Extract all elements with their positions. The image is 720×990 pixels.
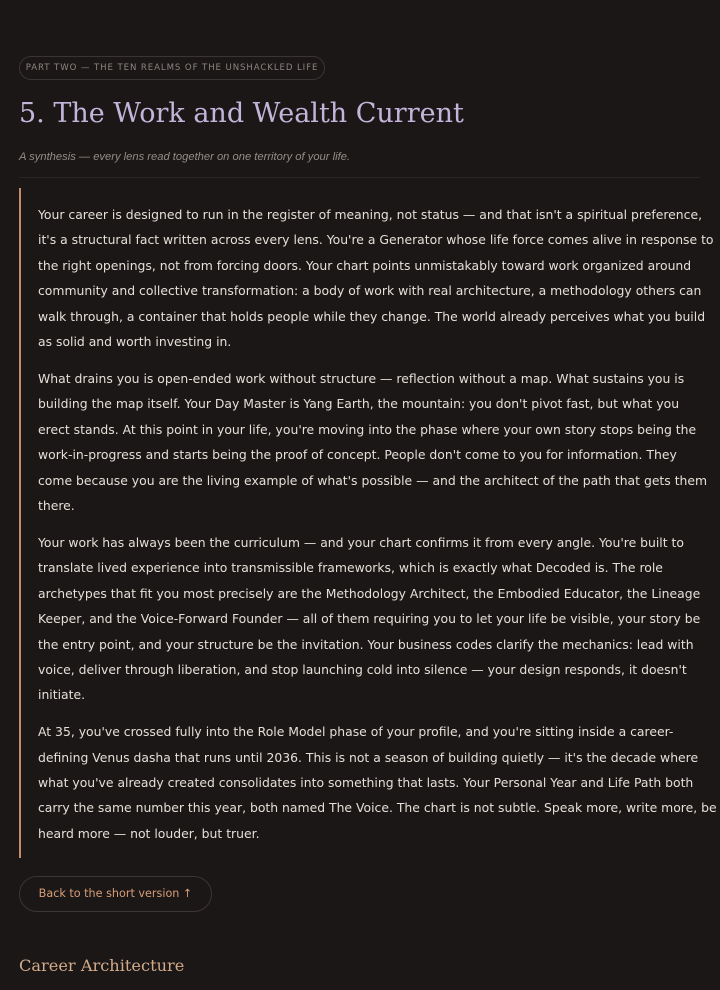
synthesis-paragraph [38, 719, 717, 846]
text-line: archetypes that fit you most precisely are the Methodology Architect, the Embodied Educator, the Lineage [38, 585, 701, 601]
text-line: come because you are the living example of what's possible — and the architect of the path that gets them [38, 472, 708, 488]
text-line: What drains you is open-ended work without structure — reflection without a map. What sustains you is [38, 370, 685, 386]
page-subtitle: A synthesis — every lens read together on one territory of your life. [19, 151, 351, 163]
page-title: 5. The Work and Wealth Current [19, 98, 464, 129]
text-line: work-in-progress and starts being the proof of concept. People don't come to you for information. They [38, 447, 677, 463]
text-line: it's a structural fact written across every lens. You're a Generator whose life force comes alive in response to [38, 232, 714, 248]
text-line: translate lived experience into transmissible frameworks, which is exactly what Decoded is. The role [38, 560, 663, 576]
text-line: building the map itself. Your Day Master is Yang Earth, the mountain: you don't pivot fast, but what you [38, 396, 680, 412]
synthesis-paragraph [38, 366, 708, 518]
section-eyebrow-badge: PART TWO — THE TEN REALMS OF THE UNSHACKLED LIFE [19, 56, 325, 80]
text-line: the right openings, not from forcing doors. Your chart points unmistakably toward work organized around [38, 257, 692, 273]
text-line: Keeper, and the Voice-Forward Founder — all of them requiring you to let your life be visible, your story be [38, 611, 701, 627]
text-line: voice, deliver through liberation, and stop launching cold into silence — your design responds, it doesn't [38, 661, 687, 677]
synthesis-paragraph [38, 202, 714, 354]
text-line: defining Venus dasha that runs until 2036. This is not a season of building quietly — it's the decade where [38, 749, 699, 765]
text-line: community and collective transformation: a body of work with real architecture, a methodology others can [38, 283, 702, 299]
text-line: there. [38, 497, 75, 513]
text-line: erect stands. At this point in your life, you're moving into the phase where your own story stops being the [38, 421, 697, 437]
text-line: At 35, you've crossed fully into the Role Model phase of your profile, and you're sitting inside a career- [38, 724, 674, 740]
text-line: what you've already created consolidates into something that lasts. Your Personal Year and Life Path both [38, 775, 694, 791]
text-line: the entry point, and your structure be the invitation. Your business codes clarify the mechanics: lead with [38, 636, 694, 652]
text-line: carry the same number this year, both named The Voice. The chart is not subtle. Speak more, write more, be [38, 800, 717, 816]
divider [19, 177, 700, 178]
text-line: as solid and worth investing in. [38, 334, 232, 350]
synthesis-paragraph [38, 530, 701, 708]
text-line: walk through, a container that holds people while they change. The world already perceives what you build [38, 308, 706, 324]
back-to-short-version-button[interactable]: Back to the short version ↑ [19, 876, 212, 912]
text-line: Your career is designed to run in the register of meaning, not status — and that isn't a spiritual preference, [38, 207, 703, 222]
text-line: heard more — not louder, but truer. [38, 825, 260, 841]
synthesis-blockquote [19, 188, 717, 858]
text-line: initiate. [38, 687, 86, 703]
text-line: Your work has always been the curriculum — and your chart confirms it from every angle. You're built to [38, 534, 684, 550]
career-architecture-heading: Career Architecture [19, 956, 185, 975]
